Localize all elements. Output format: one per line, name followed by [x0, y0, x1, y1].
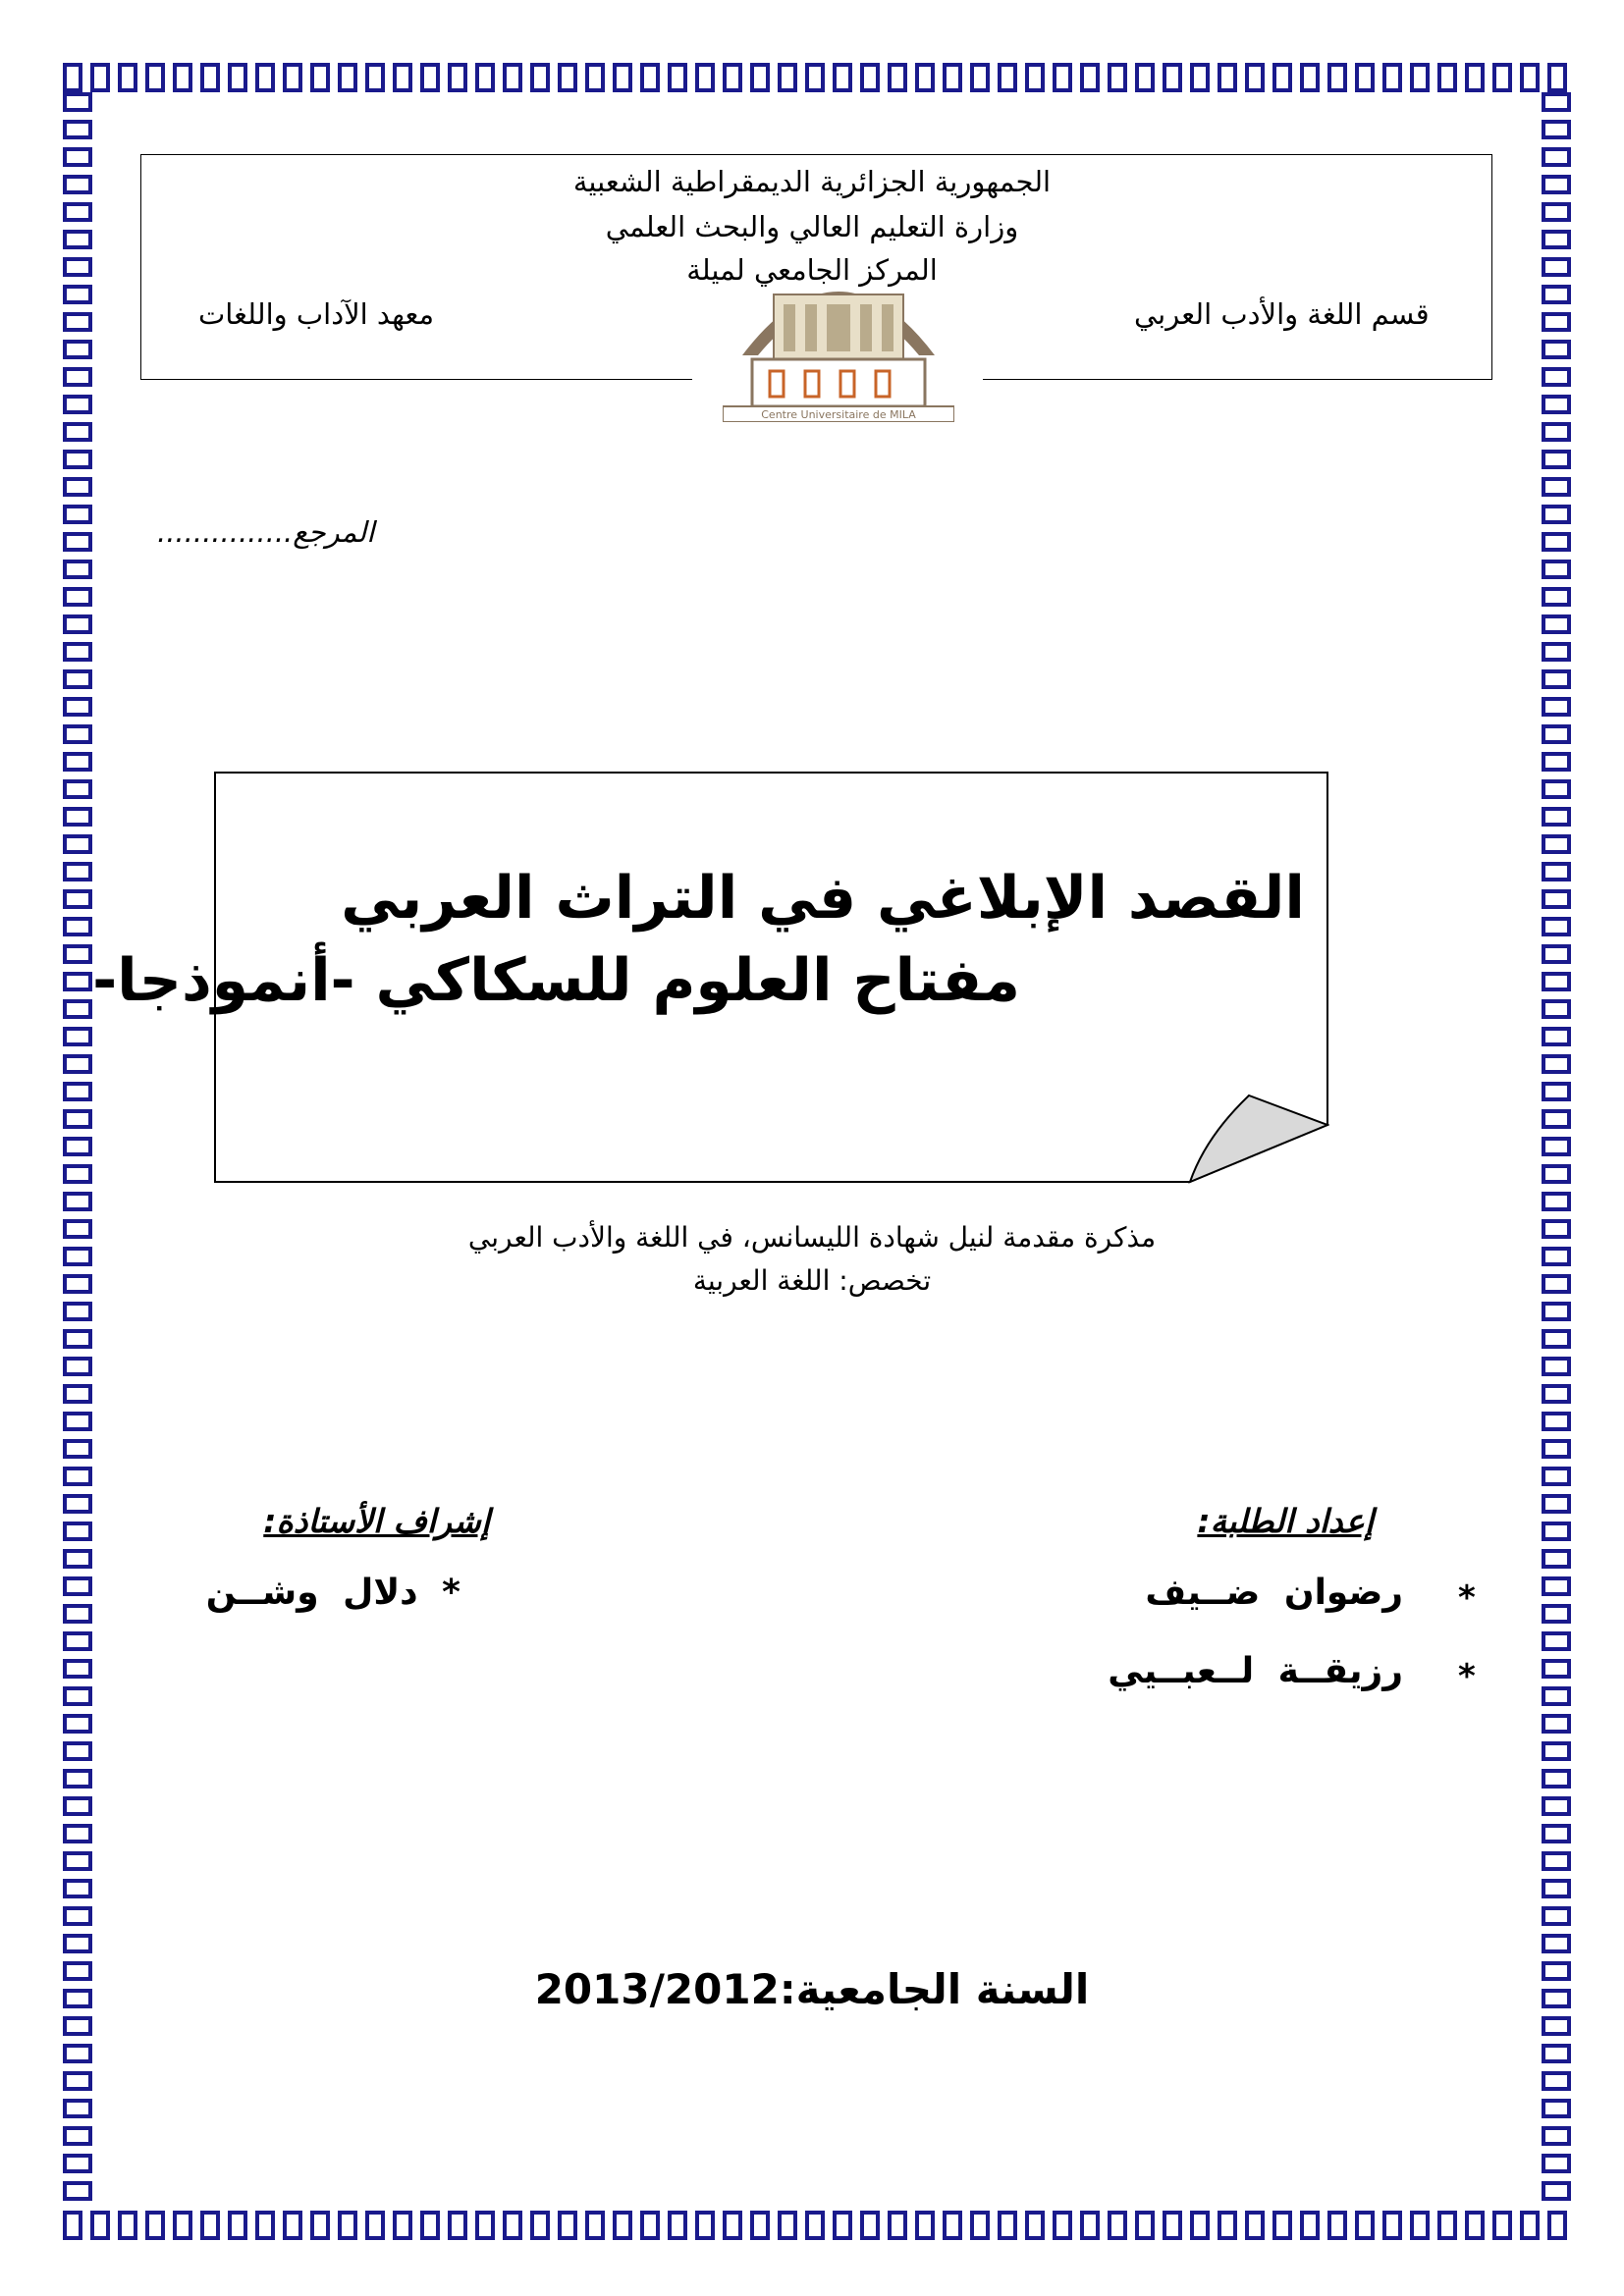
border-link [65, 754, 90, 770]
border-link [1384, 65, 1400, 90]
border-link [1439, 65, 1455, 90]
border-link [1543, 1029, 1569, 1044]
border-link [340, 2213, 355, 2238]
border-link [65, 2046, 90, 2061]
border-link [1522, 65, 1538, 90]
border-link [1055, 65, 1070, 90]
border-link [1543, 452, 1569, 467]
border-link [65, 94, 90, 110]
border-link [65, 1166, 90, 1182]
border-link [65, 397, 90, 412]
border-link [1543, 1661, 1569, 1677]
border-link [477, 2213, 493, 2238]
border-link [1543, 479, 1569, 495]
border-link [1543, 1331, 1569, 1347]
border-link [285, 2213, 300, 2238]
border-link [972, 65, 988, 90]
border-link [1543, 1853, 1569, 1869]
border-link [65, 1551, 90, 1567]
border-link [1543, 1166, 1569, 1182]
border-link [65, 1606, 90, 1622]
border-link [65, 1716, 90, 1732]
academic-year: السنة الجامعية:2013/2012 [534, 1965, 1090, 2013]
institute-name: معهد الآداب واللغات [198, 297, 435, 331]
border-link [780, 2213, 795, 2238]
border-link [807, 2213, 823, 2238]
border-link [285, 65, 300, 90]
border-link [65, 1331, 90, 1347]
border-link [1543, 589, 1569, 605]
border-link [1543, 424, 1569, 440]
border-link [1543, 781, 1569, 797]
border-link [1543, 1139, 1569, 1154]
border-link [1274, 2213, 1290, 2238]
border-link [65, 452, 90, 467]
border-link [1082, 65, 1098, 90]
border-link [1329, 2213, 1345, 2238]
border-link [65, 1001, 90, 1017]
border-link [972, 2213, 988, 2238]
thesis-title-line-2: مفتاح العلوم للسكاكي -أنموذجا- [92, 946, 1020, 1015]
border-link [65, 2183, 90, 2199]
republic-name: الجمهورية الجزائرية الديمقراطية الشعبية [572, 165, 1052, 198]
border-link [1329, 65, 1345, 90]
border-link [1110, 2213, 1125, 2238]
border-link [532, 65, 548, 90]
border-link [1549, 2213, 1565, 2238]
border-link [1543, 1716, 1569, 1732]
border-link [1543, 699, 1569, 715]
border-link [1543, 754, 1569, 770]
border-link [862, 65, 878, 90]
border-link [835, 65, 850, 90]
border-link [65, 2101, 90, 2116]
border-link [65, 1826, 90, 1842]
border-link [1543, 1194, 1569, 1209]
border-link [65, 1578, 90, 1594]
border-link [92, 65, 108, 90]
border-link [65, 507, 90, 522]
border-link [1494, 65, 1510, 90]
border-link [65, 2073, 90, 2089]
border-link [1543, 1056, 1569, 1072]
border-link [615, 65, 630, 90]
border-link [532, 2213, 548, 2238]
border-link [505, 65, 520, 90]
border-link [120, 2213, 135, 2238]
border-link [1000, 65, 1015, 90]
border-link [1164, 65, 1180, 90]
border-link [65, 369, 90, 385]
border-link [670, 2213, 685, 2238]
border-link [835, 2213, 850, 2238]
university-center-name: المركز الجامعي لميلة [686, 253, 938, 287]
border-link [725, 2213, 740, 2238]
border-link [505, 2213, 520, 2238]
border-link [1192, 65, 1208, 90]
border-link [65, 1386, 90, 1402]
border-link [1543, 1386, 1569, 1402]
thesis-title-line-1: القصد الإبلاغي في التراث العربي [341, 864, 1305, 933]
border-link [65, 1441, 90, 1457]
border-link [1543, 671, 1569, 687]
border-link [1543, 2156, 1569, 2171]
border-link [65, 699, 90, 715]
border-link [1110, 65, 1125, 90]
border-link [1543, 2018, 1569, 2034]
border-link [65, 1908, 90, 1924]
border-link [65, 1414, 90, 1429]
border-link [202, 2213, 218, 2238]
border-link [587, 2213, 603, 2238]
border-link [1302, 65, 1318, 90]
border-link [1412, 65, 1428, 90]
border-link [1137, 65, 1153, 90]
border-link [1164, 2213, 1180, 2238]
border-link [65, 2213, 81, 2238]
border-link [65, 671, 90, 687]
border-link [1219, 65, 1235, 90]
border-link [65, 589, 90, 605]
border-link [697, 2213, 713, 2238]
border-link [670, 65, 685, 90]
border-link [1543, 2073, 1569, 2089]
specialization: تخصص: اللغة العربية [692, 1264, 932, 1297]
border-link [312, 65, 328, 90]
border-link [1543, 1414, 1569, 1429]
border-link [1055, 2213, 1070, 2238]
border-link [1543, 534, 1569, 550]
border-link [1247, 2213, 1263, 2238]
border-link [65, 2128, 90, 2144]
border-link [65, 891, 90, 907]
border-link [1543, 836, 1569, 852]
border-link [1543, 1798, 1569, 1814]
border-link [65, 946, 90, 962]
border-link [945, 2213, 960, 2238]
border-link [1543, 1908, 1569, 1924]
border-link [230, 65, 245, 90]
border-link [1000, 2213, 1015, 2238]
border-link [65, 919, 90, 934]
border-link [1543, 1468, 1569, 1484]
border-link [1192, 2213, 1208, 2238]
border-link [1543, 314, 1569, 330]
border-link [1543, 369, 1569, 385]
border-link [230, 2213, 245, 2238]
border-link [65, 1661, 90, 1677]
border-link [65, 122, 90, 137]
border-link [1543, 122, 1569, 137]
bullet-star: * [1458, 1657, 1476, 1696]
border-link [780, 65, 795, 90]
border-link [615, 2213, 630, 2238]
border-link [1467, 2213, 1483, 2238]
border-link [367, 65, 383, 90]
border-link [697, 65, 713, 90]
border-link [1543, 342, 1569, 357]
border-link [395, 2213, 410, 2238]
border-link [65, 1084, 90, 1099]
border-link [175, 65, 190, 90]
student-name: رزيقــة لــعبــيي [1108, 1651, 1403, 1691]
border-link [65, 644, 90, 660]
border-link [1467, 65, 1483, 90]
border-link [642, 2213, 658, 2238]
border-link [450, 2213, 465, 2238]
border-link [450, 65, 465, 90]
border-link [65, 65, 81, 90]
border-link [147, 65, 163, 90]
border-link [862, 2213, 878, 2238]
border-link [1543, 1606, 1569, 1622]
border-link [65, 1743, 90, 1759]
border-link [1543, 2183, 1569, 2199]
border-link [1543, 1743, 1569, 1759]
border-link [1543, 1001, 1569, 1017]
border-link [890, 65, 905, 90]
border-link [312, 2213, 328, 2238]
border-link [65, 1359, 90, 1374]
border-link [1543, 94, 1569, 110]
border-link [65, 1029, 90, 1044]
border-link [587, 65, 603, 90]
border-link [65, 1771, 90, 1787]
border-link [1543, 2128, 1569, 2144]
border-link [202, 65, 218, 90]
supervisor-heading: إشراف الأستاذة: [263, 1502, 490, 1540]
bullet-star: * [1458, 1578, 1476, 1618]
border-link [917, 65, 933, 90]
border-link [65, 974, 90, 989]
border-link [1543, 891, 1569, 907]
border-link [65, 1881, 90, 1896]
border-link [65, 1523, 90, 1539]
border-link [340, 65, 355, 90]
border-link [1543, 2046, 1569, 2061]
border-link [120, 65, 135, 90]
border-link [65, 809, 90, 825]
border-link [1543, 1633, 1569, 1649]
border-link [422, 2213, 438, 2238]
border-link [1543, 1881, 1569, 1896]
border-link [65, 1468, 90, 1484]
border-link [147, 2213, 163, 2238]
border-link [65, 864, 90, 880]
border-link [1543, 1111, 1569, 1127]
border-link [1082, 2213, 1098, 2238]
border-link [257, 2213, 273, 2238]
border-link [1543, 2101, 1569, 2116]
students-heading: إعداد الطلبة: [1197, 1502, 1374, 1540]
border-link [1412, 2213, 1428, 2238]
border-link [1302, 2213, 1318, 2238]
border-link [175, 2213, 190, 2238]
border-link [65, 149, 90, 165]
border-link [945, 65, 960, 90]
border-link [1543, 1771, 1569, 1787]
border-link [1543, 561, 1569, 577]
border-link [1439, 2213, 1455, 2238]
university-logo [723, 257, 954, 422]
border-link [1543, 809, 1569, 825]
border-link [1543, 1441, 1569, 1457]
border-link [1543, 1496, 1569, 1512]
border-link [1137, 2213, 1153, 2238]
border-link [560, 65, 575, 90]
border-link [65, 836, 90, 852]
border-link [65, 287, 90, 302]
border-link [1543, 1688, 1569, 1704]
border-link [1543, 149, 1569, 165]
border-link [1543, 919, 1569, 934]
border-link [1027, 65, 1043, 90]
reference-label: المرجع............... [157, 515, 375, 549]
border-link [65, 561, 90, 577]
border-link [1543, 1523, 1569, 1539]
border-link [1543, 1936, 1569, 1951]
supervisor-name: * دلال وشــن [205, 1573, 460, 1613]
border-link [65, 1139, 90, 1154]
border-link [807, 65, 823, 90]
border-link [1543, 397, 1569, 412]
border-link [1543, 1359, 1569, 1374]
border-link [1274, 65, 1290, 90]
border-link [752, 2213, 768, 2238]
border-link [1384, 2213, 1400, 2238]
border-link [65, 1798, 90, 1814]
border-link [1543, 1084, 1569, 1099]
border-link [1357, 65, 1373, 90]
border-link [65, 1633, 90, 1649]
border-link [92, 2213, 108, 2238]
border-link [65, 314, 90, 330]
border-link [1543, 616, 1569, 632]
border-link [65, 616, 90, 632]
border-link [65, 726, 90, 742]
border-link [642, 65, 658, 90]
border-link [1549, 65, 1565, 90]
border-link [65, 1688, 90, 1704]
border-link [1543, 1304, 1569, 1319]
border-link [422, 65, 438, 90]
border-link [65, 424, 90, 440]
border-link [1543, 644, 1569, 660]
border-link [65, 1496, 90, 1512]
border-link [65, 1194, 90, 1209]
border-link [1522, 2213, 1538, 2238]
ministry-name: وزارة التعليم العالي والبحث العلمي [605, 210, 1019, 243]
border-link [1543, 1578, 1569, 1594]
border-link [725, 65, 740, 90]
border-link [65, 534, 90, 550]
border-link [395, 65, 410, 90]
border-link [367, 2213, 383, 2238]
memo-description: مذكرة مقدمة لنيل شهادة الليسانس، في اللغة والأدب العربي [467, 1221, 1157, 1254]
border-link [1543, 726, 1569, 742]
border-link [65, 1936, 90, 1951]
department-name: قسم اللغة والأدب العربي [1134, 297, 1430, 331]
border-link [1247, 65, 1263, 90]
border-link [65, 1853, 90, 1869]
border-link [1543, 287, 1569, 302]
border-link [257, 65, 273, 90]
border-link [1543, 1551, 1569, 1567]
border-link [65, 1304, 90, 1319]
border-link [1494, 2213, 1510, 2238]
border-link [65, 1056, 90, 1072]
border-link [560, 2213, 575, 2238]
border-link [65, 479, 90, 495]
border-link [65, 2156, 90, 2171]
student-name: رضوان ضــيف [1145, 1573, 1403, 1613]
border-link [917, 2213, 933, 2238]
border-link [890, 2213, 905, 2238]
border-link [1543, 864, 1569, 880]
border-link [1543, 946, 1569, 962]
border-link [65, 2018, 90, 2034]
border-link [1543, 1826, 1569, 1842]
border-link [1543, 974, 1569, 989]
border-link [1219, 2213, 1235, 2238]
border-link [752, 65, 768, 90]
border-link [1357, 2213, 1373, 2238]
border-link [65, 781, 90, 797]
border-link [477, 65, 493, 90]
border-link [1027, 2213, 1043, 2238]
border-link [1543, 507, 1569, 522]
border-link [65, 342, 90, 357]
logo-caption: Centre Universitaire de MILA [761, 408, 916, 421]
border-link [65, 1111, 90, 1127]
